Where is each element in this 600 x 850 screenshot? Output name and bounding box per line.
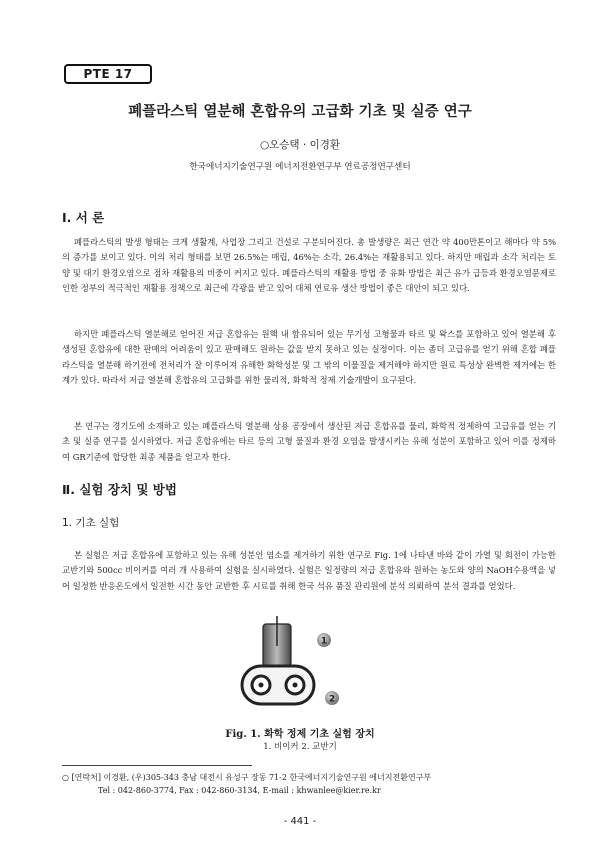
paper-title: 폐플라스틱 열분해 혼합유의 고급화 기초 및 실증 연구: [128, 104, 472, 120]
figure-marker-2: 2: [328, 694, 336, 705]
figure-apparatus: [230, 612, 390, 722]
session-badge: PTE 17: [64, 64, 152, 84]
page-number: - 441 -: [283, 816, 317, 827]
figure-subcaption: 1. 비이커 2. 교반기: [263, 742, 337, 752]
affiliation: 한국에너지기술연구원 에너지전환연구부 연료공정연구센터: [189, 162, 411, 172]
apparatus-illustration: [230, 612, 390, 722]
figure-caption: Fig. 1. 화학 정제 기초 실험 장치: [225, 729, 375, 740]
footnote-divider: [62, 765, 252, 766]
section-heading-introduction: Ⅰ. 서 론: [62, 210, 105, 225]
methods-paragraph: 본 실험은 저급 혼합유에 포함하고 있는 유해 성분인 염소를 제거하기 위한 연구로 Fig. 1에 나타낸 바와 같이 가열 및 회전이 가능한 교반기와 500cc 비이커를 여러 개 사용하여 실험을 실시하였다. 실험은 일정량의 저급 혼합유와 원하는 농도와 양의 NaOH수용액을 넣어 일정한 반응온도에서 일전한 시간 동안 교반한 후 시료를 취해 한국 석유 품질 관리원에 분석 의뢰하여 분석 결과를 얻었다.: [62, 550, 556, 591]
subsection-heading-basic-experiment: 1. 기초 실험: [62, 517, 120, 529]
figure-marker-1: 1: [320, 636, 328, 647]
intro-paragraph-1: 폐플라스틱의 발생 형태는 크게 생활계, 사업장 그리고 건설로 구분되어진다. 총 발생량은 최근 연간 약 400만톤이고 해마다 약 5%의 증가를 보이고 있다. 이의 처리 형태를 보면 26.5%는 매립, 46%는 소각, 26.4%는 재활용되고 있다. 하지만 매립과 소각 처리는 토양 및 대기 환경오염으로 점차 재활용의 비중이 커지고 있다. 폐플라스틱의 재활용 방법 중 유화 방법은 최근 유가 급등과 환경오염문제로 인한 정부의 적극적인 재활용 정책으로 최근에 각광을 받고 있어 대체 연료유 생산 방법이 좋은 대안이 되고 있다.: [62, 237, 556, 294]
intro-paragraph-3: 본 연구는 경기도에 소재하고 있는 폐플라스틱 열분해 상용 공장에서 생산된 저급 혼합유를 물리, 화학적 정제하여 고급유를 얻는 기초 및 실증 연구를 실시하였다. 저급 혼합유에는 타르 등의 고형 물질과 환경 오염을 발생시키는 유해 성분이 포함하고 있어 이를 정제하여 GR기준에 합당한 최종 제품을 얻고자 한다.: [62, 421, 556, 462]
footnote-contact-details: Tel : 042-860-3774, Fax : 042-860-3134, E-mail : khwanlee@kier.re.kr: [98, 786, 381, 795]
authors: ○오승택 · 이경환: [259, 139, 341, 151]
intro-paragraph-2: 하지만 폐플라스틱 열분해로 얻어진 저급 혼합유는 원핵 내 함유되어 있는 무기성 고형물과 타르 및 왁스를 포함하고 있어 열분해 후 생성된 혼합유에 대한 판매의 어려움이 있고 판매해도 원하는 값을 받지 못하고 있는 실정이다. 이는 좀더 고급유를 얻기 위해 혼합 폐플라스틱을 열분해 하기전에 전처리가 잘 이루어져 유해한 화학성분 및 그 밖의 이물질을 제거해야 하지만 원료 특성상 완벽한 제거에는 한계가 있다. 따라서 저급 열분해 혼합유의 고급화를 위한 물리적, 화학적 정제 기술개발이 요구된다.: [62, 329, 556, 386]
footnote-contact: ○ [연락처] 이경환, (우)305-343 충남 대전시 유성구 장동 71-2 한국에너지기술연구원 에너지전환연구부: [62, 773, 432, 782]
section-heading-methods: Ⅱ. 실험 장치 및 방법: [62, 482, 177, 497]
